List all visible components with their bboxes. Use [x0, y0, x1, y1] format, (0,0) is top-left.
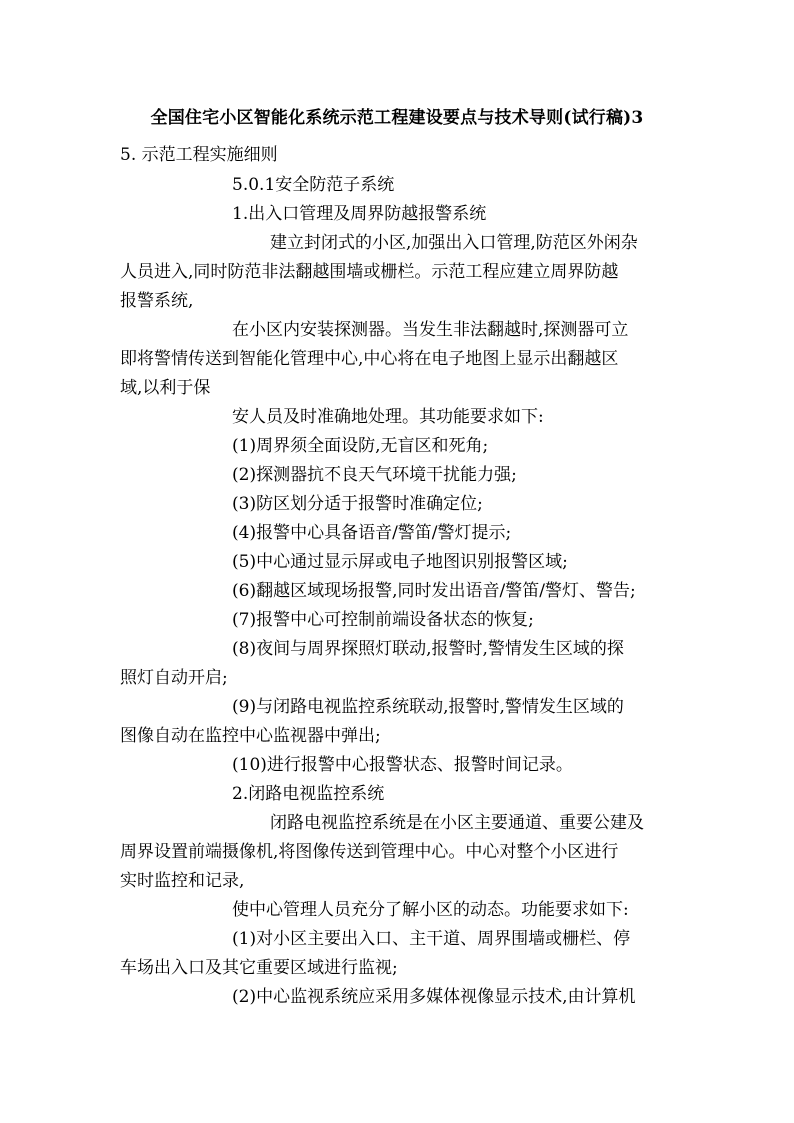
list-item: (2)探测器抗不良天气环境干扰能力强;	[232, 465, 517, 485]
list-item: (6)翻越区域现场报警,同时发出语音/警笛/警灯、警告;	[232, 581, 636, 601]
list-item: (8)夜间与周界探照灯联动,报警时,警情发生区域的探	[232, 639, 624, 659]
paragraph-line: 建立封闭式的小区,加强出入口管理,防范区外闲杂	[270, 233, 638, 253]
list-item-continuation: 照灯自动开启;	[120, 668, 228, 688]
list-item: (2)中心监视系统应采用多媒体视像显示技术,由计算机	[232, 987, 636, 1007]
item-heading: 2.闭路电视监控系统	[232, 784, 385, 804]
paragraph-line: 人员进入,同时防范非法翻越围墙或栅栏。示范工程应建立周界防越	[120, 262, 619, 282]
paragraph-line: 域,以利于保	[120, 378, 211, 398]
paragraph-line: 即将警情传送到智能化管理中心,中心将在电子地图上显示出翻越区	[120, 349, 619, 369]
subsection-heading: 5.0.1安全防范子系统	[232, 175, 395, 195]
paragraph-line: 安人员及时准确地处理。其功能要求如下:	[232, 407, 544, 427]
list-item: (7)报警中心可控制前端设备状态的恢复;	[232, 610, 534, 630]
list-item: (5)中心通过显示屏或电子地图识别报警区域;	[232, 552, 568, 572]
list-item: (10)进行报警中心报警状态、报警时间记录。	[232, 755, 573, 775]
list-item: (9)与闭路电视监控系统联动,报警时,警情发生区域的	[232, 697, 624, 717]
paragraph-line: 报警系统,	[120, 291, 194, 311]
list-item: (3)防区划分适于报警时准确定位;	[232, 494, 483, 514]
list-item-continuation: 车场出入口及其它重要区域进行监视;	[120, 958, 398, 978]
paragraph-line: 在小区内安装探测器。当发生非法翻越时,探测器可立	[232, 320, 629, 340]
list-item: (1)对小区主要出入口、主干道、周界围墙或栅栏、停	[232, 929, 631, 949]
list-item: (4)报警中心具备语音/警笛/警灯提示;	[232, 523, 512, 543]
section-heading: 5. 示范工程实施细则	[120, 145, 278, 165]
paragraph-line: 使中心管理人员充分了解小区的动态。功能要求如下:	[232, 900, 629, 920]
paragraph-line: 周界设置前端摄像机,将图像传送到管理中心。中心对整个小区进行	[120, 842, 619, 862]
item-heading: 1.出入口管理及周界防越报警系统	[232, 204, 487, 224]
paragraph-line: 闭路电视监控系统是在小区主要通道、重要公建及	[270, 813, 644, 833]
document-title: 全国住宅小区智能化系统示范工程建设要点与技术导则(试行稿)3	[150, 108, 644, 128]
list-item-continuation: 图像自动在监控中心监视器中弹出;	[120, 726, 381, 746]
paragraph-line: 实时监控和记录,	[120, 871, 245, 891]
list-item: (1)周界须全面设防,无盲区和死角;	[232, 436, 489, 456]
